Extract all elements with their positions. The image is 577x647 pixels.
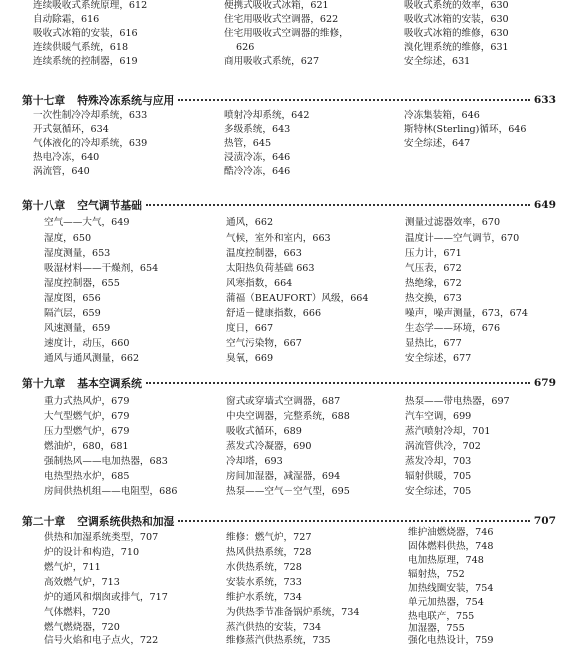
index-entry: 涡流管供冷，702 [405, 441, 481, 452]
index-entry: 热风供热系统，728 [226, 547, 312, 558]
index-entry: 单元加热器，754 [408, 597, 484, 608]
index-entry: 通风与通风测量，662 [44, 353, 140, 364]
index-entry: 空气污染物，667 [226, 338, 302, 349]
index-entry: 涡流管，640 [33, 166, 90, 177]
chapter-number: 第十八章 [22, 198, 66, 212]
chapter-title: 基本空调系统 [77, 376, 142, 390]
index-entry: 安全综述，631 [404, 56, 471, 67]
index-entry: 酷冷冷冻，646 [224, 166, 291, 177]
index-entry: 中央空调器，完整系统，688 [226, 411, 350, 422]
index-entry: 温度计——空气调节，670 [405, 233, 520, 244]
index-entry: 气体燃料，720 [44, 607, 111, 618]
index-entry: 斯特林(Sterling)循环，646 [404, 124, 527, 135]
index-entry: 蒸汽喷射冷却，701 [405, 426, 491, 437]
chapter-heading [22, 514, 556, 528]
index-entry: 连续系统的控制器，619 [33, 56, 138, 67]
index-entry: 自动除霜，616 [33, 14, 100, 25]
index-entry: 安装水系统，733 [226, 577, 302, 588]
index-entry: 炉的设计和构造，710 [44, 547, 140, 558]
chapter-page: 633 [533, 94, 556, 106]
index-entry: 热交换，673 [405, 293, 462, 304]
index-entry: 臭氧，669 [226, 353, 274, 364]
index-entry: 气候，室外和室内，663 [226, 233, 331, 244]
index-entry: 空气——大气，649 [44, 217, 130, 228]
chapter-heading [22, 93, 556, 107]
index-entry: 噪声，噪声测量，673，674 [405, 308, 528, 319]
index-entry: 辐射供暖，705 [405, 471, 472, 482]
index-entry: 热泵——空气－空气型，695 [226, 486, 350, 497]
index-entry: 气体液化的冷却系统，639 [33, 138, 148, 149]
index-entry: 安全综述，677 [405, 353, 472, 364]
index-entry: 辐射热，752 [408, 569, 465, 580]
chapter-page: 649 [533, 199, 556, 211]
chapter-number: 第二十章 [22, 514, 66, 528]
index-entry: 供热和加湿系统类型，707 [44, 532, 159, 543]
index-entry: 商用吸收式系统，627 [224, 56, 320, 67]
index-entry: 电热型热水炉，685 [44, 471, 130, 482]
chapter-heading [22, 376, 556, 390]
index-entry: 吸收式冰箱的安装，616 [33, 28, 138, 39]
index-entry: 测量过滤器效率，670 [405, 217, 501, 228]
index-entry: 冷却塔，693 [226, 456, 283, 467]
index-entry: 蒲福（BEAUFORT）风级，664 [226, 293, 369, 304]
index-entry: 速度计，动压，660 [44, 338, 130, 349]
index-entry: 冷冻集装箱，646 [404, 110, 480, 121]
index-entry: 电加热原理，748 [408, 555, 484, 566]
index-entry: 燃气炉，711 [44, 562, 101, 573]
index-entry: 维修蒸汽供热系统，735 [226, 635, 331, 646]
index-entry: 压力计，671 [405, 248, 462, 259]
index-entry: 住宅用吸收式空调器，622 [224, 14, 339, 25]
index-entry: 湿度，650 [44, 233, 92, 244]
index-entry: 连续吸收式系统原理，612 [33, 0, 148, 11]
chapter-page: 679 [533, 377, 556, 389]
index-entry: 窗式或穿墙式空调器，687 [226, 396, 341, 407]
index-entry: 隔汽层，659 [44, 308, 101, 319]
chapter-heading [22, 198, 556, 212]
index-entry: 加热线圈安装，754 [408, 583, 494, 594]
index-entry: 重力式热风炉，679 [44, 396, 130, 407]
index-entry: 蒸汽供热的安装，734 [226, 622, 322, 633]
index-entry: 吸湿材料——干燥剂，654 [44, 263, 159, 274]
chapter-number: 第十七章 [22, 93, 66, 107]
index-entry: 浸渍冷冻，646 [224, 152, 291, 163]
index-entry: 湿度控制器，655 [44, 278, 120, 289]
index-entry: 信号火焰和电子点火，722 [44, 635, 159, 646]
index-entry: 吸收式循环，689 [226, 426, 302, 437]
index-entry: 舒适－健康指数，666 [226, 308, 322, 319]
index-entry: 便携式吸收式冰箱，621 [224, 0, 329, 11]
chapter-page: 707 [533, 515, 556, 527]
index-entry: 安全综述，647 [404, 138, 471, 149]
index-entry: 蒸发冷却，703 [405, 456, 472, 467]
index-entry: 维修：燃气炉，727 [226, 532, 312, 543]
index-entry: 连续供暖气系统，618 [33, 42, 129, 53]
index-entry: 热电冷冻，640 [33, 152, 100, 163]
index-entry: 温度控制器，663 [226, 248, 302, 259]
dot-leader [146, 204, 530, 206]
index-entry: 高效燃气炉，713 [44, 577, 120, 588]
index-entry: 热泵——带电热器，697 [405, 396, 510, 407]
index-entry: 吸收式系统的效率，630 [404, 0, 509, 11]
index-entry: 多级系统，643 [224, 124, 291, 135]
index-entry: 安全综述，705 [405, 486, 472, 497]
index-entry: 强制热风——电加热器，683 [44, 456, 168, 467]
index-entry: 炉的通风和烟囱或排气，717 [44, 592, 168, 603]
index-entry: 喷射冷却系统，642 [224, 110, 310, 121]
index-entry: 大气型燃气炉，679 [44, 411, 130, 422]
chapter-number: 第十九章 [22, 376, 66, 390]
chapter-title: 特殊冷冻系统与应用 [77, 93, 175, 107]
index-entry: 太阳热负荷基础 663 [226, 263, 315, 274]
chapter-title: 空气调节基础 [77, 198, 142, 212]
chapter-title: 空调系统供热和加湿 [77, 514, 175, 528]
index-entry: 开式氨循环，634 [33, 124, 109, 135]
index-entry: 房间供热机组——电阻型，686 [44, 486, 178, 497]
index-entry: 燃气燃烧器，720 [44, 622, 120, 633]
dot-leader [178, 99, 530, 101]
index-entry: 湿度测量，653 [44, 248, 111, 259]
index-entry: 一次性制冷冷却系统，633 [33, 110, 148, 121]
index-entry: 汽车空调，699 [405, 411, 472, 422]
index-entry: 为供热季节准备锅炉系统，734 [226, 607, 360, 618]
index-entry: 626 [236, 42, 255, 53]
index-entry: 溴化锂系统的维修，631 [404, 42, 509, 53]
index-entry: 热电联产，755 [408, 611, 475, 622]
index-entry: 风速测量，659 [44, 323, 111, 334]
index-entry: 房间加湿器，减湿器，694 [226, 471, 341, 482]
index-entry: 燃油炉，680，681 [44, 441, 129, 452]
index-entry: 生态学——环境，676 [405, 323, 501, 334]
index-entry: 维护水系统，734 [226, 592, 302, 603]
index-entry: 通风，662 [226, 217, 274, 228]
index-entry: 热绝缘，672 [405, 278, 462, 289]
index-entry: 气压表，672 [405, 263, 462, 274]
index-entry: 加湿器，755 [408, 623, 465, 634]
index-entry: 吸收式冰箱的安装，630 [404, 14, 509, 25]
index-entry: 住宅用吸收式空调器的维修， [224, 28, 349, 39]
index-entry: 固体燃料供热，748 [408, 541, 494, 552]
index-entry: 压力型燃气炉，679 [44, 426, 130, 437]
index-entry: 吸收式冰箱的维修，630 [404, 28, 509, 39]
dot-leader [178, 520, 530, 522]
index-entry: 显热比，677 [405, 338, 462, 349]
index-entry: 维护油燃烧器，746 [408, 527, 494, 538]
index-entry: 湿度图，656 [44, 293, 101, 304]
index-entry: 强化电热设计，759 [408, 635, 494, 646]
index-entry: 风寒指数，664 [226, 278, 293, 289]
dot-leader [146, 382, 530, 384]
index-entry: 度日，667 [226, 323, 274, 334]
index-entry: 蒸发式冷凝器，690 [226, 441, 312, 452]
index-entry: 热管，645 [224, 138, 272, 149]
index-entry: 水供热系统，728 [226, 562, 302, 573]
